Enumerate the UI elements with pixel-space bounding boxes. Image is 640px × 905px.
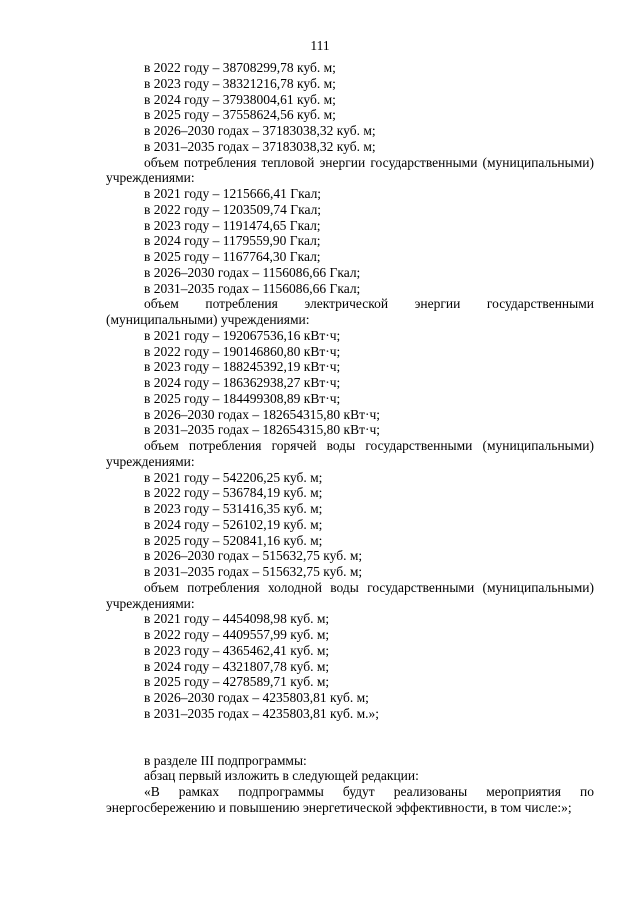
hot-water-heading: объем потребления горячей воды государственными (муниципальными) учреждениями: — [106, 438, 594, 469]
list-item: в 2023 году – 1191474,65 Гкал; — [144, 217, 321, 233]
list-item: в 2026–2030 годах – 1156086,66 Гкал; — [144, 264, 361, 280]
document-body — [106, 60, 594, 816]
list-item: в 2025 году – 1167764,30 Гкал; — [144, 249, 321, 264]
page-number: 111 — [310, 38, 330, 53]
list-item: в 2031–2035 годах – 1156086,66 Гкал; — [144, 280, 361, 296]
electric-energy-section — [106, 296, 594, 438]
heat-energy-section — [106, 155, 594, 297]
list-item: в 2026–2030 годах – 515632,75 куб. м; — [144, 548, 363, 564]
list-item: в 2031–2035 годах – 37183038,32 куб. м; — [144, 138, 376, 154]
list-item: в 2021 году – 4454098,98 куб. м; — [144, 611, 330, 627]
list-item: в 2024 году – 526102,19 куб. м; — [144, 516, 323, 532]
list-item: в 2024 году – 4321807,78 куб. м; — [144, 658, 330, 674]
list-item: в 2022 году – 190146860,80 кВт·ч; — [144, 343, 341, 359]
list-item: в 2025 году – 520841,16 куб. м; — [144, 532, 323, 548]
cold-water-section — [106, 580, 594, 722]
list-item: в 2025 году – 4278589,71 куб. м; — [144, 674, 330, 690]
amendment-instruction: абзац первый изложить в следующей редакции: — [144, 768, 419, 784]
paragraph-gap — [106, 722, 594, 753]
list-item: в 2023 году – 38321216,78 куб. м; — [144, 75, 336, 91]
list-item: в 2026–2030 годах – 4235803,81 куб. м; — [144, 690, 369, 705]
list-item: в 2023 году – 531416,35 куб. м; — [144, 501, 323, 516]
section-three-amendment — [106, 753, 594, 816]
list-item: в 2024 году – 186362938,27 кВт·ч; — [144, 375, 341, 390]
section-reference: в разделе III подпрограммы: — [144, 752, 307, 768]
list-item: в 2021 году – 192067536,16 кВт·ч; — [144, 327, 341, 343]
list-item: в 2025 году – 184499308,89 кВт·ч; — [144, 390, 341, 406]
list-item: в 2021 году – 542206,25 куб. м; — [144, 469, 323, 485]
list-item: в 2021 году – 1215666,41 Гкал; — [144, 186, 322, 201]
list-item: в 2031–2035 годах – 182654315,80 кВт·ч; — [144, 422, 381, 438]
list-item: в 2031–2035 годах – 4235803,81 куб. м.»; — [144, 705, 380, 721]
electric-energy-heading: объем потребления электрической энергии государственными (муниципальными) учреждениями: — [106, 296, 594, 327]
list-item: в 2024 году – 1179559,90 Гкал; — [144, 233, 321, 249]
list-item: в 2031–2035 годах – 515632,75 куб. м; — [144, 564, 363, 579]
list-item: в 2022 году – 4409557,99 куб. м; — [144, 627, 330, 642]
list-item: в 2023 году – 4365462,41 куб. м; — [144, 642, 330, 658]
cold-water-total-list-tail — [106, 60, 594, 155]
cold-water-heading: объем потребления холодной воды государственными (муниципальными) учреждениями: — [106, 579, 594, 611]
list-item: в 2026–2030 годах – 37183038,32 куб. м; — [144, 123, 376, 138]
list-item: в 2022 году – 536784,19 куб. м; — [144, 485, 323, 501]
list-item: в 2024 году – 37938004,61 куб. м; — [144, 91, 336, 107]
list-item: в 2023 году – 188245392,19 кВт·ч; — [144, 359, 341, 375]
list-item: в 2025 году – 37558624,56 куб. м; — [144, 107, 336, 123]
list-item: в 2022 году – 38708299,78 куб. м; — [144, 60, 336, 75]
hot-water-section — [106, 438, 594, 580]
amendment-quote: «В рамках подпрограммы будут реализованы мероприятия по энергосбережению и повышению энергетической эффективности, в том числе:»; — [106, 784, 594, 815]
heat-energy-heading: объем потребления тепловой энергии государственными (муниципальными) учреждениями: — [106, 154, 594, 186]
list-item: в 2022 году – 1203509,74 Гкал; — [144, 201, 322, 217]
list-item: в 2026–2030 годах – 182654315,80 кВт·ч; — [144, 406, 381, 422]
